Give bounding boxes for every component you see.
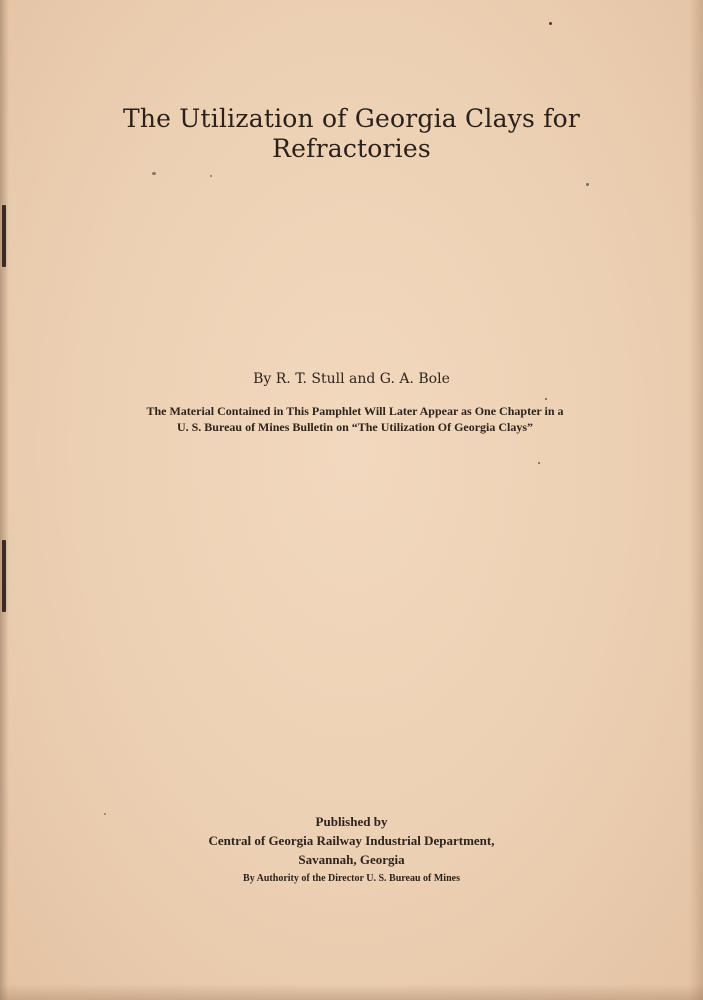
publisher-department: Central of Georgia Railway Industrial Department, xyxy=(208,833,495,848)
note-line-1: The Material Contained in This Pamphlet Will Later Appear as One Chapter in a xyxy=(146,404,564,418)
note-line-2: U. S. Bureau of Mines Bulletin on “The Utilization Of Georgia Clays” xyxy=(176,420,534,434)
published-by: Published by xyxy=(315,814,388,829)
paper-speck xyxy=(545,398,547,400)
authors-line: By R. T. Stull and G. A. Bole xyxy=(253,371,450,387)
paper-speck xyxy=(152,172,156,175)
staple-bottom xyxy=(2,540,6,612)
paper-speck xyxy=(586,183,589,186)
publication-note xyxy=(60,403,650,435)
publisher-authority: By Authority of the Director U. S. Bureau of Mines xyxy=(243,873,460,884)
title-line-1: The Utilization of Georgia Clays for xyxy=(122,104,581,133)
title-block xyxy=(0,104,703,164)
staple-top xyxy=(2,205,6,267)
paper-speck xyxy=(538,462,540,464)
paper-speck xyxy=(549,22,552,25)
title-line-2: Refractories xyxy=(272,134,431,163)
paper-speck xyxy=(210,175,212,177)
publisher-block xyxy=(0,812,703,887)
publisher-location: Savannah, Georgia xyxy=(298,852,405,867)
bottom-edge-shadow xyxy=(0,984,703,1000)
